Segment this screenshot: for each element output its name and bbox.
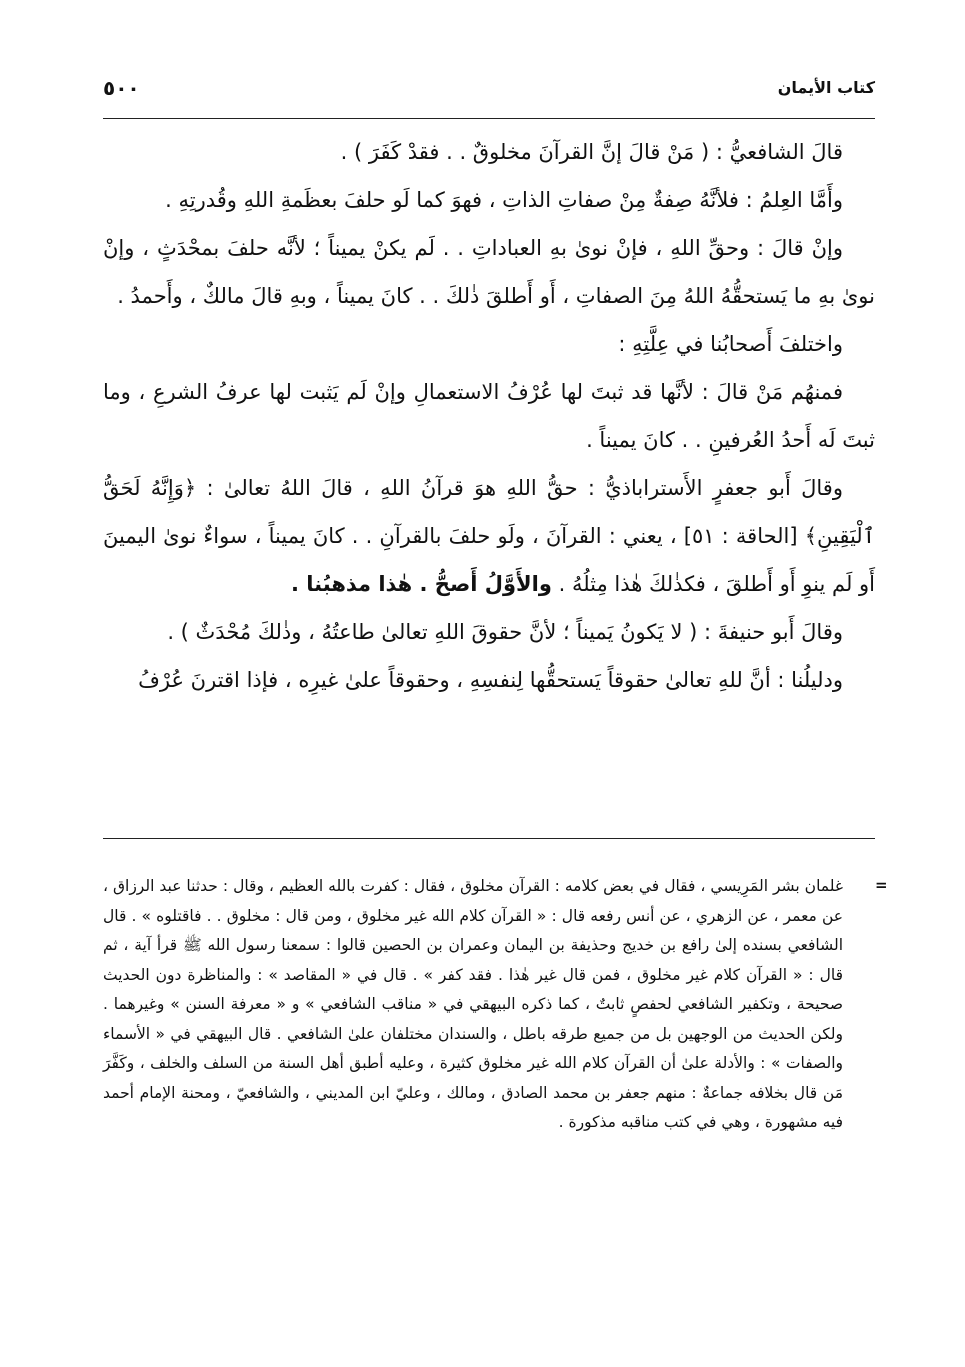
paragraph-knowledge: وأَمَّا العِلمُ : فلأنَّهُ صِفةٌ مِنْ صفاتِ الذاتِ ، فهوَ كما لَو حلفَ بعظَمةِ اللهِ وقُدرتِهِ . xyxy=(165,188,843,212)
paragraph-abu-hanifa: وقالَ أَبو حنيفةَ : ( لا يَكونُ يَميناً ؛ لأنَّ حقوقَ اللهِ تعالىٰ طاعتُهُ ، وذٰلكَ مُحْدَثٌ ) . xyxy=(167,620,843,644)
page-header xyxy=(103,76,875,116)
footnote-divider xyxy=(103,838,875,839)
paragraph-disagreement: واختلفَ أَصحابُنا في عِلَّتِهِ : xyxy=(618,332,843,356)
paragraph-shafii-quote: قالَ الشافعيُّ : ( مَنْ قالَ إنَّ القرآنَ مخلوقٌ . . فقدْ كَفَرَ ) . xyxy=(340,140,843,164)
main-text-body xyxy=(103,128,875,704)
running-title: كتاب الأيمان xyxy=(777,78,875,97)
paragraph-astarabadhi xyxy=(103,464,875,608)
footnote-continuation-mark: = xyxy=(875,876,888,894)
paragraph-haqq-allah: وإنْ قالَ : وحقِّ اللهِ ، فإنْ نوىٰ بهِ العباداتِ . . لَم يكنْ يميناً ؛ لأنَّه حلفَ بمحْدَثٍ ، وإنْ نوىٰ بهِ ما يَستحقُّهُ اللهُ مِنَ الصفاتِ ، أَو أَطلقَ ذٰلكَ . . كانَ يميناً ، وبهِ قالَ مالكٌ ، وأَحمدُ . xyxy=(103,236,875,308)
paragraph-evidence: ودليلُنا : أنَّ للهِ تعالىٰ حقوقاً يَستحقُّها لِنفسِهِ ، وحقوقاً علىٰ غيرِه ، فإذا اقترنَ عُرْفُ xyxy=(138,668,843,692)
footnote-text: غلمان بشر المَرِيسي ، فقال في بعض كلامه : القرآن مخلوق ، فقال : كفرت بالله العظيم ، وقال : حدثنا عبد الرزاق ، عن معمر ، عن الزهري ، عن أنس رفعه قال : « القرآن كلام الله غير مخلوق ، ومن قال : مخلوق . . فاقتلوه » . قال الشافعي بسنده إلىٰ رافع بن خديج وحذيفة بن اليمان وعمران بن الحصين قالوا : سمعنا رسول الله ﷺ قرأ آية ، ثم قال : « القرآن كلام غير مخلوق ، فمن قال غير هٰذا . فقد كفر » . قال في « المقاصد » : والمناظرة دون الحديث صحيحة ، وتكفير الشافعي لحفصٍ ثابتٌ ، كما ذكره البيهقي في « مناقب الشافعي » و « معرفة السنن » وغيرهما . ولكن الحديث من الوجهين بل من جميع طرقه باطل ، والسندان مختلفان علىٰ الشافعي . قال البيهقي في « الأسماء والصفات » : والأدلة علىٰ أن القرآن كلام الله غير مخلوق كثيرة ، وعليه أطبق أهل السنة من السلف والخلف ، وكَفَّرَ مَن قال بخلافه جماعةٌ : منهم جعفر بن محمد الصادق ، ومالك ، وعليّ ابن المديني ، والشافعيّ ، ومحنة الإمام أحمد فيه مشهورة ، وهي في كتب مناقبه مذكورة . xyxy=(103,877,843,1131)
header-divider xyxy=(103,118,875,119)
paragraph-first-view: فمنهُم مَنْ قالَ : لأنَّها قد ثبتَ لها عُرْفُ الاستعمالِ وإنْ لَم يَثبت لها عرفُ الشرعِ ، وما ثبتَ لَه أَحدُ العُرفينِ . . كانَ يميناً . xyxy=(103,380,875,452)
astarabadhi-text: وقالَ أَبو جعفرٍ الأَستراباذيُّ : حقُّ اللهِ هوَ قرآنُ اللهِ ، قالَ اللهُ تعالىٰ : ﴿وَإِنَّهُ لَحَقُّ ٱلْيَقِينِ﴾ [الحاقة : ٥١] ، يعني : القرآنَ ، ولَو حلفَ بالقرآنِ . . كانَ يميناً ، سواءٌ نوىٰ اليمينَ أَو لَم ينوِ أَو أَطلقَ ، فكذٰلكَ هٰذا مِثلُهُ . xyxy=(103,476,875,596)
madhhab-statement: والأَوَّلُ أَصحُّ . هٰذا مذهبُنا . xyxy=(291,572,552,596)
page-number: ٥٠٠ xyxy=(103,76,140,100)
